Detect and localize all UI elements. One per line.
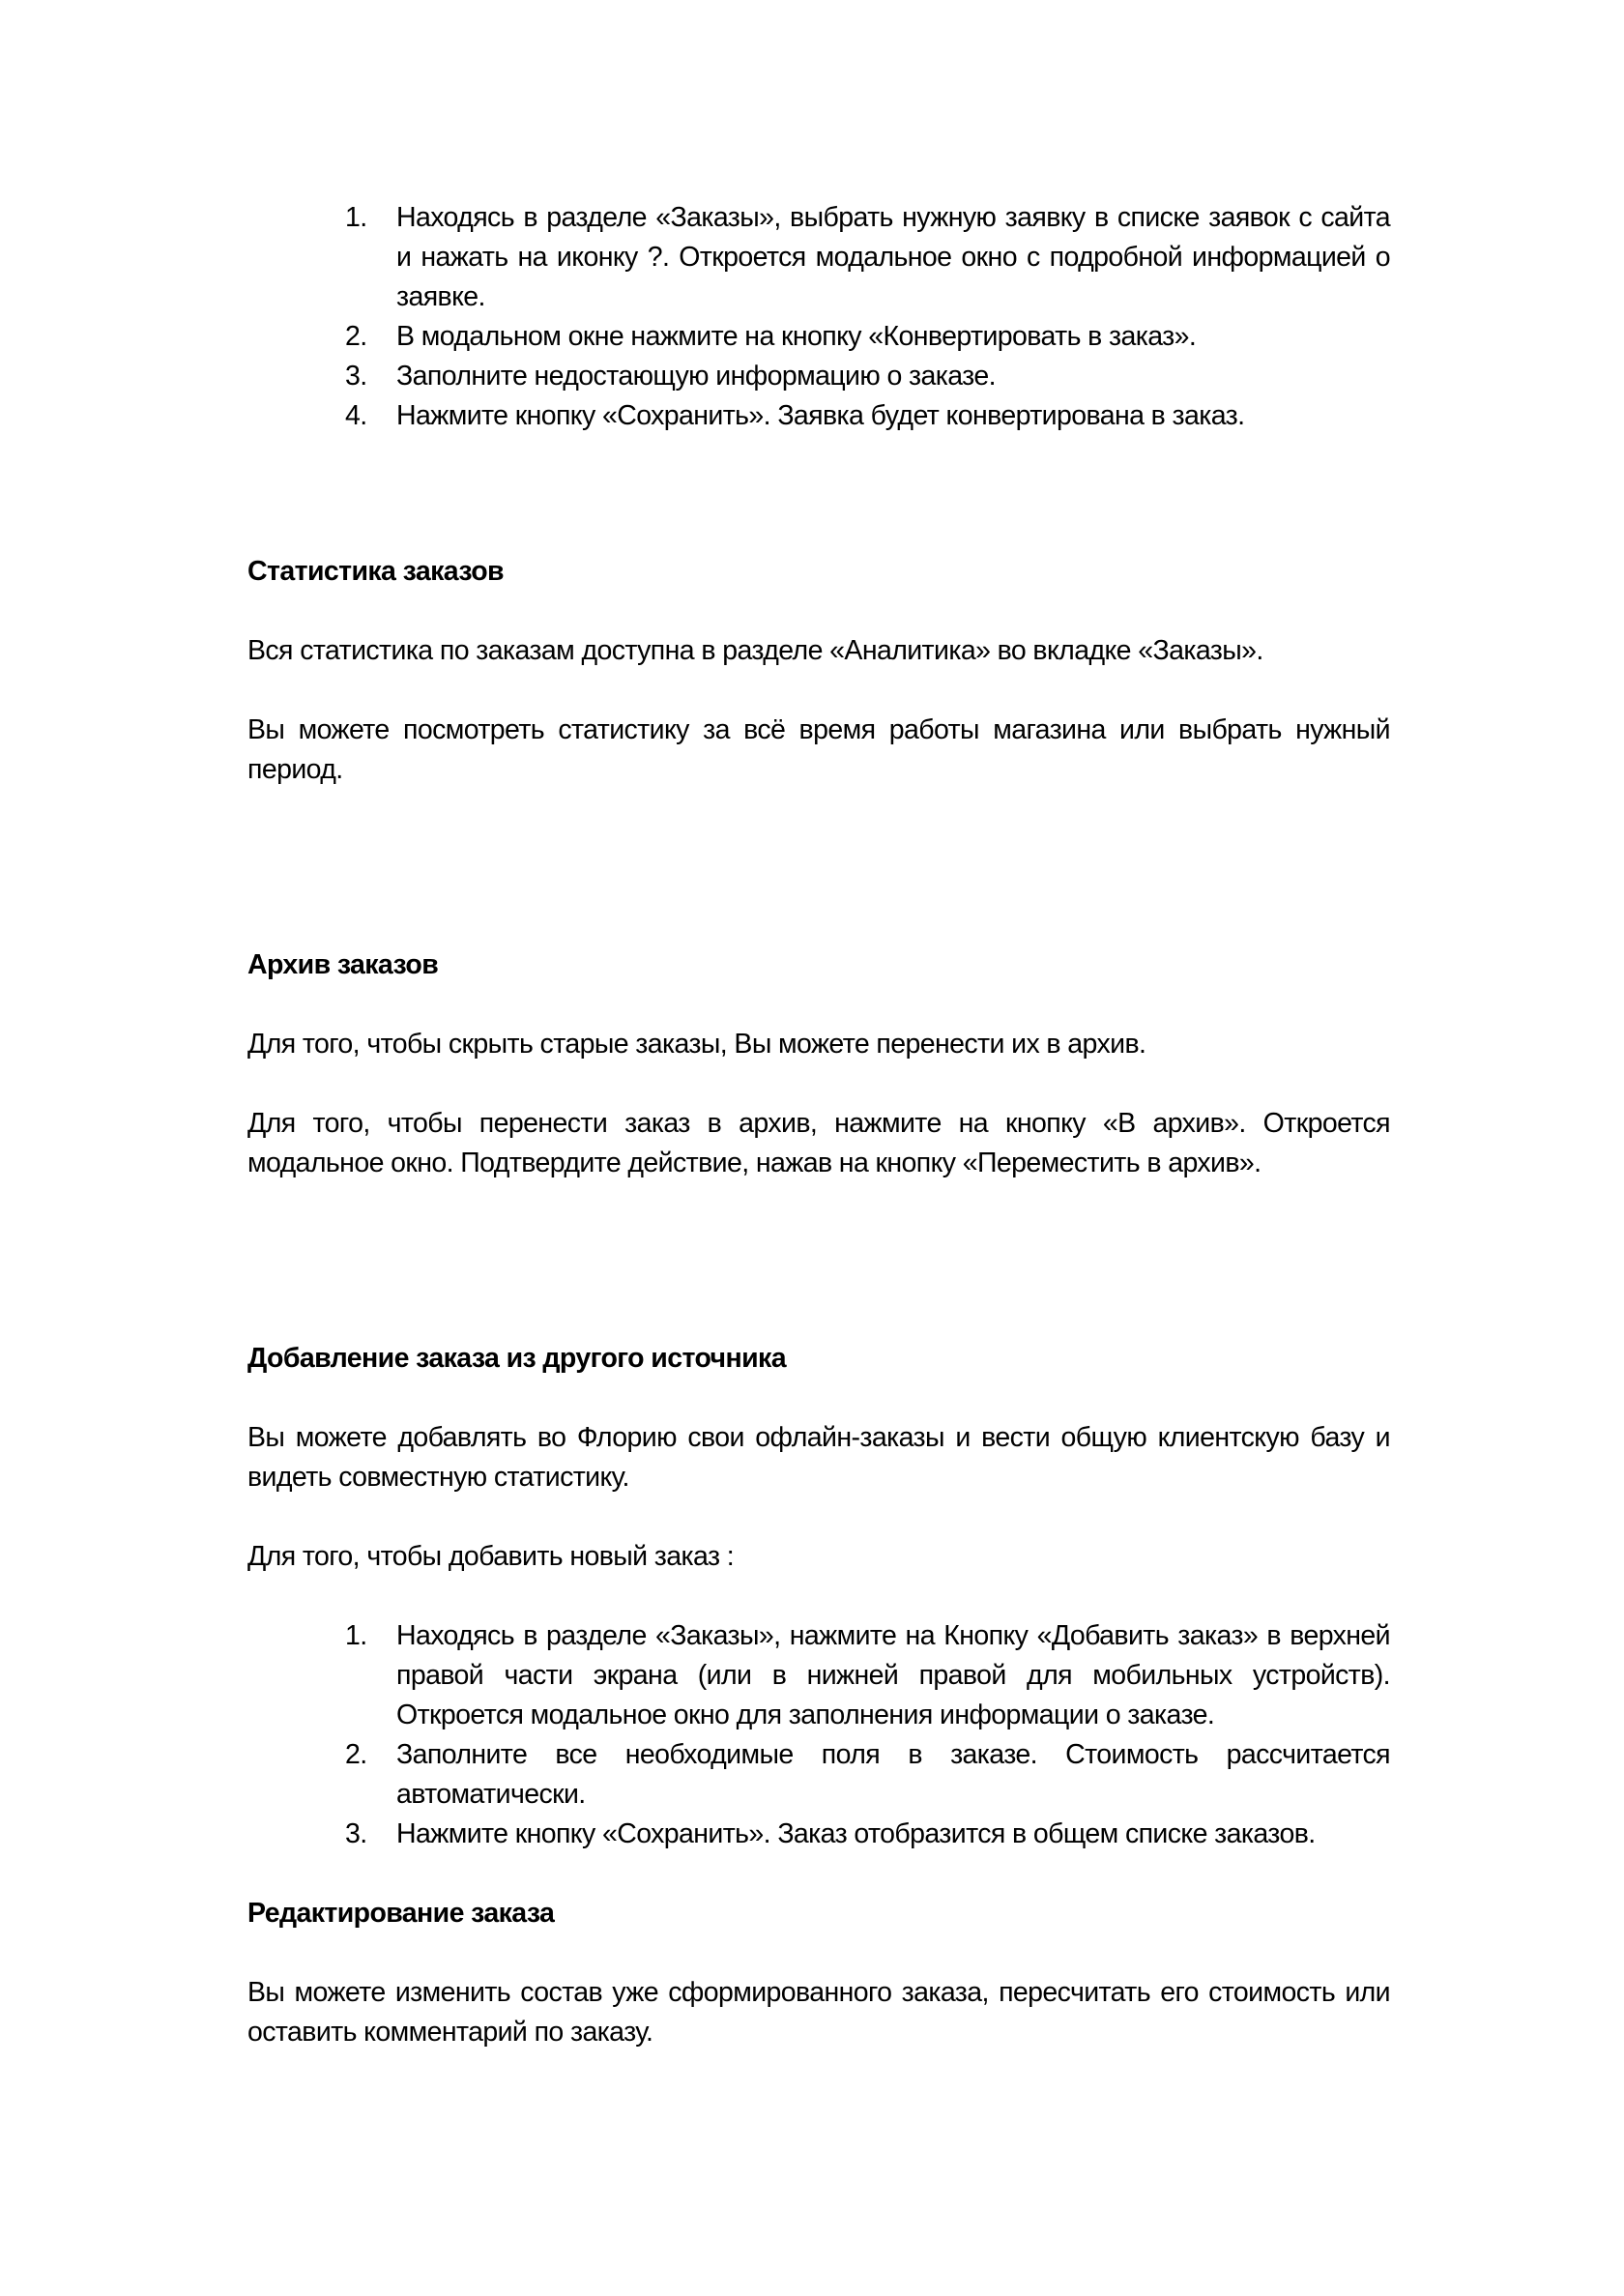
list-item-text: Нажмите кнопку «Сохранить». Заказ отобразится в общем списке заказов. <box>396 1818 1316 1849</box>
paragraph: Для того, чтобы перенести заказ в архив, нажмите на кнопку «В архив». Откроется модальное окно. Подтвердите действие, нажав на кнопку «Переместить в архив». <box>247 1108 1390 1178</box>
list-item <box>247 198 1390 317</box>
paragraph: Вы можете посмотреть статистику за всё время работы магазина или выбрать нужный период. <box>247 714 1390 785</box>
section-heading: Добавление заказа из другого источника <box>247 1343 786 1374</box>
document-content <box>247 198 1390 2052</box>
list-item-number: 2. <box>345 1739 367 1770</box>
list-item-text: Заполните все необходимые поля в заказе. Стоимость рассчитается автоматически. <box>396 1739 1390 1810</box>
list-item-number: 3. <box>345 1818 367 1849</box>
order-archive-section <box>247 945 1390 1183</box>
list-item-number: 1. <box>345 1620 367 1651</box>
spacer <box>247 1379 1390 1418</box>
spacer <box>247 1183 1390 1339</box>
add-order-section <box>247 1339 1390 1854</box>
paragraph: Вы можете изменить состав уже сформированного заказа, пересчитать его стоимость или оставить комментарий по заказу. <box>247 1977 1390 2048</box>
spacer <box>247 1064 1390 1104</box>
list-item <box>247 357 1390 396</box>
section-heading: Архив заказов <box>247 949 439 980</box>
list-item <box>247 1815 1390 1854</box>
spacer <box>247 1497 1390 1537</box>
paragraph: Вся статистика по заказам доступна в разделе «Аналитика» во вкладке «Заказы». <box>247 635 1263 666</box>
list-item <box>247 396 1390 436</box>
spacer <box>247 985 1390 1025</box>
order-statistics-section <box>247 552 1390 790</box>
spacer <box>247 1933 1390 1973</box>
list-item-number: 4. <box>345 400 367 431</box>
list-item-text: Заполните недостающую информацию о заказе. <box>396 361 996 392</box>
convert-request-steps-list <box>247 198 1390 436</box>
paragraph: Вы можете добавлять во Флорию свои офлайн-заказы и вести общую клиентскую базу и видеть совместную статистику. <box>247 1422 1390 1493</box>
section-heading: Редактирование заказа <box>247 1898 555 1929</box>
spacer <box>247 790 1390 945</box>
edit-order-section <box>247 1894 1390 2052</box>
list-item <box>247 1616 1390 1735</box>
list-item-number: 3. <box>345 361 367 392</box>
spacer <box>247 436 1390 552</box>
list-item-text: Нажмите кнопку «Сохранить». Заявка будет конвертирована в заказ. <box>396 400 1245 431</box>
list-item-number: 1. <box>345 202 367 233</box>
spacer <box>247 671 1390 711</box>
spacer <box>247 1854 1390 1894</box>
list-item-text: Находясь в разделе «Заказы», нажмите на Кнопку «Добавить заказ» в верхней правой части экрана (или в нижней правой для мобильных устройств). Откроется модальное окно для заполнения информации о заказе. <box>396 1620 1390 1730</box>
list-item-number: 2. <box>345 321 367 352</box>
spacer <box>247 592 1390 631</box>
paragraph: Для того, чтобы скрыть старые заказы, Вы можете перенести их в архив. <box>247 1029 1146 1060</box>
spacer <box>247 1577 1390 1616</box>
list-item-text: Находясь в разделе «Заказы», выбрать нужную заявку в списке заявок с сайта и нажать на иконку ?. Откроется модальное окно с подробной информацией о заявке. <box>396 202 1390 312</box>
list-item <box>247 1735 1390 1815</box>
section-heading: Статистика заказов <box>247 556 504 587</box>
paragraph: Для того, чтобы добавить новый заказ : <box>247 1541 735 1572</box>
list-item-text: В модальном окне нажмите на кнопку «Конвертировать в заказ». <box>396 321 1197 352</box>
list-item <box>247 317 1390 357</box>
add-order-steps-list <box>247 1616 1390 1854</box>
